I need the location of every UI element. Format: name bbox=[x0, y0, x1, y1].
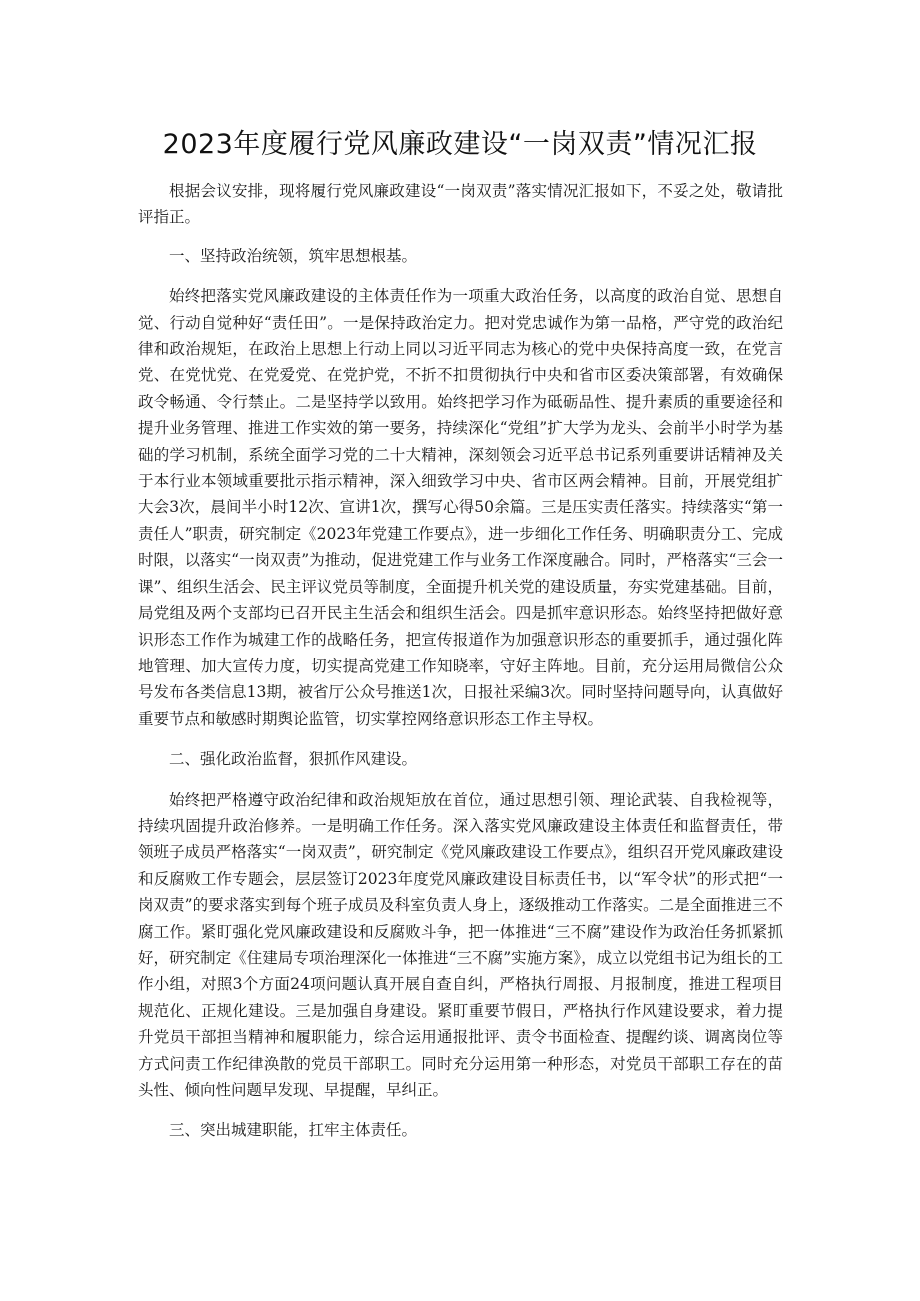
intro-paragraph: 根据会议安排，现将履行党风廉政建设“一岗双责”落实情况汇报如下，不妥之处，敬请批评指正。 bbox=[138, 182, 783, 227]
section-2-heading: 二、强化政治监督，狠抓作风建设。 bbox=[169, 750, 418, 769]
document-body bbox=[138, 178, 783, 1158]
section-1-body: 始终把落实党风廉政建设的主体责任作为一项重大政治任务，以高度的政治自觉、思想自觉、行动自觉种好“责任田”。一是保持政治定力。把对党忠诚作为第一品格，严守党的政治纪律和政治规矩，在政治上思想上行动上同以习近平同志为核心的党中央保持高度一致，在党言党、在党忧党、在党爱党、在党护党，不折不扣贯彻执行中央和省市区委决策部署，有效确保政令畅通、令行禁止。二是坚持学以致用。始终把学习作为砥砺品性、提升素质的重要途径和提升业务管理、推进工作实效的第一要务，持续深化“党组”扩大学为龙头、会前半小时学为基础的学习机制，系统全面学习党的二十大精神，深刻领会习近平总书记系列重要讲话精神及关于本行业本领域重要批示指示精神，深入细致学习中央、省市区两会精神。目前，开展党组扩大会3次，晨间半小时12次、宣讲1次，撰写心得50余篇。三是压实责任落实。持续落实“第一责任人”职责，研究制定《2023年党建工作要点》，进一步细化工作任务、明确职责分工、完成时限，以落实“一岗双责”为推动，促进党建工作与业务工作深度融合。同时，严格落实“三会一课”、组织生活会、民主评议党员等制度，全面提升机关党的建设质量，夯实党建基础。目前，局党组及两个支部均已召开民主生活会和组织生活会。四是抓牢意识形态。始终坚持把做好意识形态工作作为城建工作的战略任务，把宣传报道作为加强意识形态的重要抓手，通过强化阵地管理、加大宣传力度，切实提高党建工作知晓率，守好主阵地。目前，充分运用局微信公众号发布各类信息13期，被省厅公众号推送1次，日报社采编3次。同时坚持问题导向，认真做好重要节点和敏感时期舆论监管，切实掌控网络意识形态工作主导权。 bbox=[138, 287, 783, 728]
document-title: 2023年度履行党风廉政建设“一岗双责”情况汇报 bbox=[162, 129, 758, 160]
section-1-heading: 一、坚持政治统领，筑牢思想根基。 bbox=[169, 246, 418, 265]
section-2-body: 始终把严格遵守政治纪律和政治规矩放在首位，通过思想引领、理论武装、自我检视等，持续巩固提升政治修养。一是明确工作任务。深入落实党风廉政建设主体责任和监督责任，带领班子成员严格落实“一岗双责”，研究制定《党风廉政建设工作要点》，组织召开党风廉政建设和反腐败工作专题会，层层签订2023年度党风廉政建设目标责任书，以“军令状”的形式把“一岗双责”的要求落实到每个班子成员及科室负责人身上，逐级推动工作落实。二是全面推进三不腐工作。紧盯强化党风廉政建设和反腐败斗争，把一体推进“三不腐”建设作为政治任务抓紧抓好，研究制定《住建局专项治理深化一体推进“三不腐”实施方案》，成立以党组书记为组长的工作小组，对照3个方面24项问题认真开展自查自纠，严格执行周报、月报制度，推进工程项目规范化、正规化建设。三是加强自身建设。紧盯重要节假日，严格执行作风建设要求，着力提升党员干部担当精神和履职能力，综合运用通报批评、责令书面检查、提醒约谈、调离岗位等方式问责工作纪律涣散的党员干部职工。同时充分运用第一种形态，对党员干部职工存在的苗头性、倾向性问题早发现、早提醒，早纠正。 bbox=[138, 790, 783, 1099]
section-3-heading: 三、突出城建职能，扛牢主体责任。 bbox=[169, 1121, 418, 1140]
